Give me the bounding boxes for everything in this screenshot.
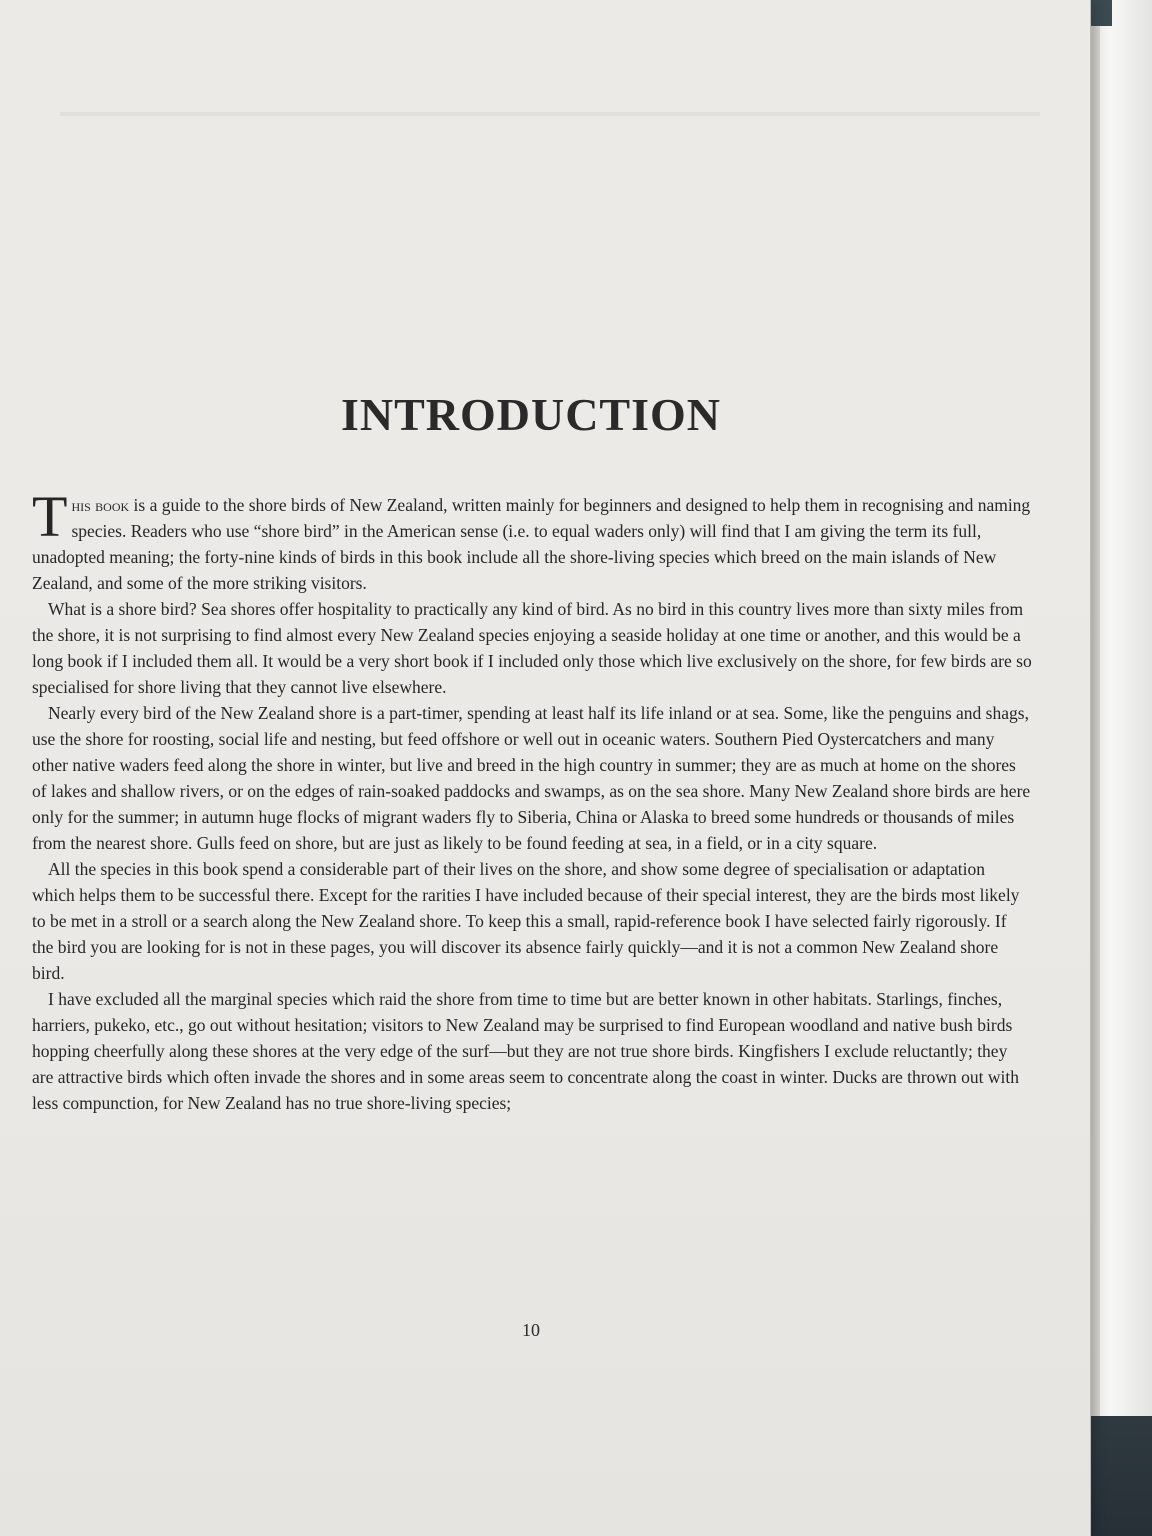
paragraph-1: [32, 484, 1032, 596]
page-title: INTRODUCTION: [340, 389, 722, 440]
paragraph-2: What is a shore bird? Sea shores offer hospitality to practically any kind of bird. As no bird in this country lives more than sixty miles from the shore, it is not surprising to find almost every New Zealand species enjoying a seaside holiday at one time or another, and this would be a long book if I included them all. It would be a very short book if I included only those which live exclusively on the shore, for few birds are so specialised for shore living that they cannot live elsewhere.: [32, 599, 1032, 697]
show-through-text: [60, 100, 1040, 138]
body-text: [32, 484, 1032, 1116]
paragraph-5: I have excluded all the marginal species which raid the shore from time to time but are better known in other habitats. Starlings, finches, harriers, pukeko, etc., go out without hesitation; visitors to New Zealand may be surprised to find European woodland and native bush birds hopping cheerfully along these shores at the very edge of the surf—but they are not true shore birds. Kingfishers I exclude reluctantly; they are attractive birds which often invade the shores and in some areas seem to concentrate along the coast in winter. Ducks are thrown out with less compunction, for New Zealand has no true shore-living species;: [32, 989, 1019, 1113]
lead-in-small-caps: his book: [71, 495, 130, 515]
paragraph-1-text: is a guide to the shore birds of New Zealand, written mainly for beginners and designed to help them in recognising and naming species. Readers who use “shore bird” in the American sense (i.e. to equal waders only) will find that I am giving the term its full, unadopted meaning; the forty-nine kinds of birds in this book include all the shore-living species which breed on the main islands of New Zealand, and some of the more striking visitors.: [32, 495, 1031, 593]
page-stack-edge: [1090, 0, 1100, 1536]
paragraph-4: All the species in this book spend a considerable part of their lives on the shore, and show some degree of specialisation or adaptation which helps them to be successful there. Except for the rarities I have included because of their special interest, they are the birds most likely to be met in a stroll or a search along the New Zealand shore. To keep this a small, rapid-reference book I have selected fairly rigorously. If the bird you are looking for is not in these pages, you will discover its absence fairly quickly—and it is not a common New Zealand shore bird.: [32, 859, 1020, 983]
page-number: 10: [522, 1320, 540, 1340]
paragraph-3: Nearly every bird of the New Zealand shore is a part-timer, spending at least half its life inland or at sea. Some, like the penguins and shags, use the shore for roosting, social life and nesting, but feed offshore or well out in oceanic waters. Southern Pied Oystercatchers and many other native waders feed along the shore in winter, but live and breed in the high country in summer; they are as much at home on the shores of lakes and shallow rivers, or on the edges of rain-soaked paddocks and swamps, as on the sea shore. Many New Zealand shore birds are here only for the summer; in autumn huge flocks of migrant waders fly to Siberia, China or Alaska to breed some hundreds or thousands of miles from the nearest shore. Gulls feed on shore, but are just as likely to be found feeding at sea, in a field, or in a city square.: [32, 703, 1031, 853]
drop-cap: T: [32, 484, 68, 549]
